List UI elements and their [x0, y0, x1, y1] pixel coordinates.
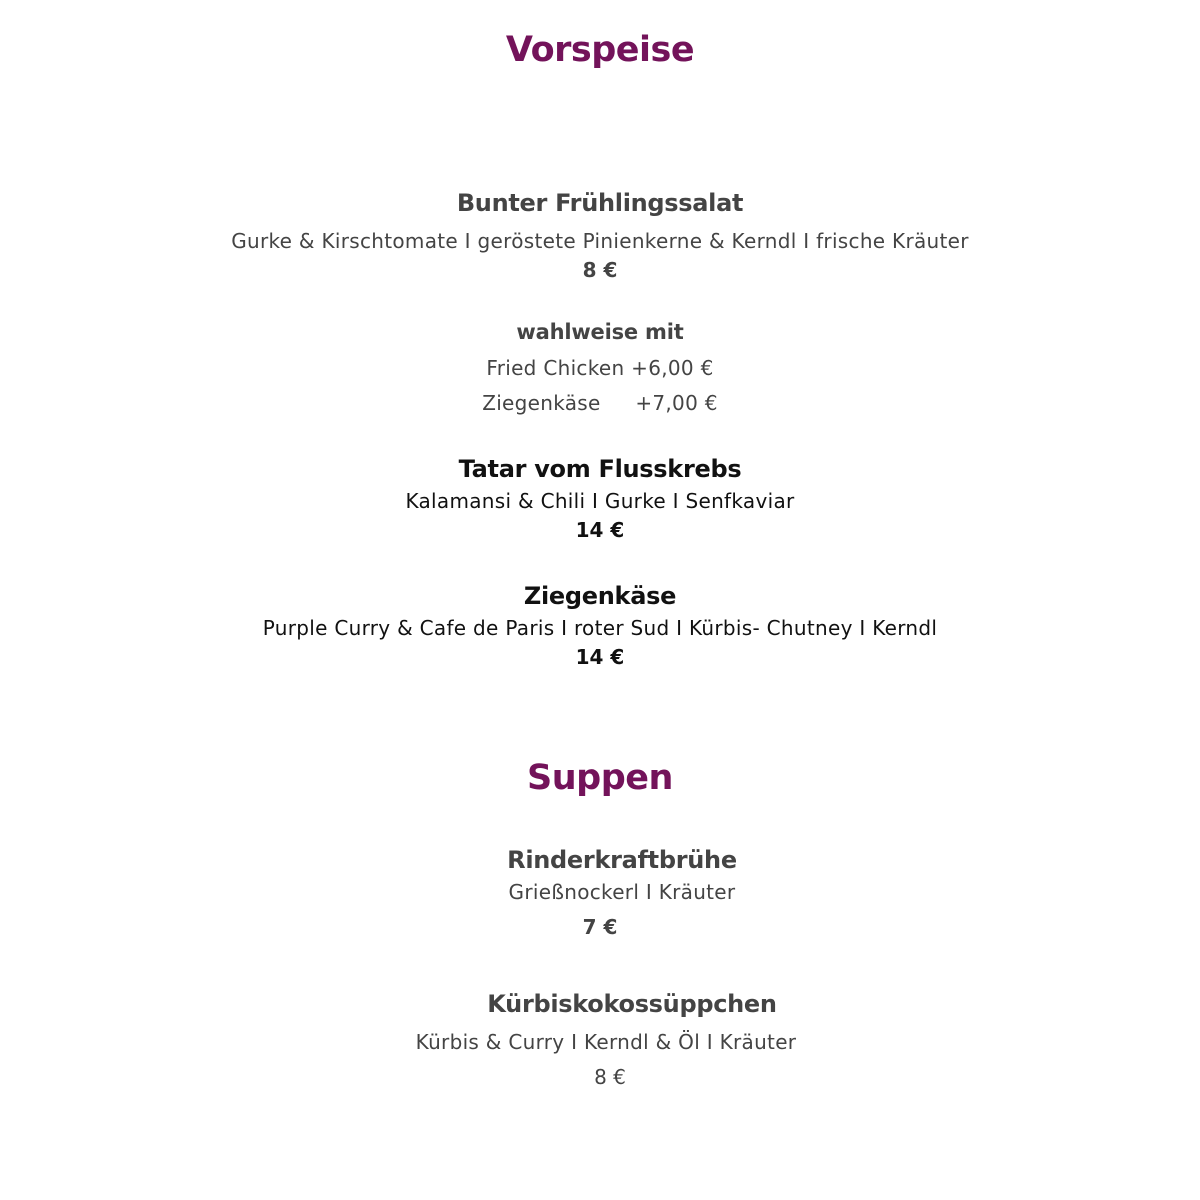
dish-price: 14 € — [575, 645, 625, 669]
option-row — [0, 358, 1200, 378]
dish-description: Grießnockerl I Kräuter — [508, 880, 736, 904]
option-price: +7,00 € — [635, 391, 718, 415]
dish-description: Gurke & Kirschtomate I geröstete Pinienkerne & Kerndl I frische Kräuter — [231, 229, 969, 253]
dish-description: Kalamansi & Chili I Gurke I Senfkaviar — [405, 489, 795, 513]
section-title-suppen: Suppen — [527, 758, 673, 798]
options-heading: wahlweise mit — [516, 320, 684, 344]
dish-price: 8 € — [582, 258, 618, 282]
dish-name: Tatar vom Flusskrebs — [458, 455, 742, 483]
dish-price: 14 € — [575, 518, 625, 542]
section-title-vorspeise: Vorspeise — [505, 30, 695, 70]
dish-price: 8 € — [594, 1065, 626, 1089]
dish-name: Rinderkraftbrühe — [507, 846, 737, 874]
dish-name: Bunter Frühlingssalat — [456, 189, 744, 217]
dish-name: Ziegenkäse — [523, 582, 677, 610]
option-row — [0, 393, 1200, 413]
option-name: Fried Chicken — [486, 356, 625, 380]
dish-price: 7 € — [582, 915, 618, 939]
dish-description: Purple Curry & Cafe de Paris I roter Sud I Kürbis- Chutney I Kerndl — [262, 616, 938, 640]
dish-name: Kürbiskokossüppchen — [487, 990, 777, 1018]
option-name: Ziegenkäse — [482, 391, 601, 415]
option-price: +6,00 € — [631, 356, 714, 380]
dish-description: Kürbis & Curry I Kerndl & Öl I Kräuter — [415, 1030, 797, 1054]
